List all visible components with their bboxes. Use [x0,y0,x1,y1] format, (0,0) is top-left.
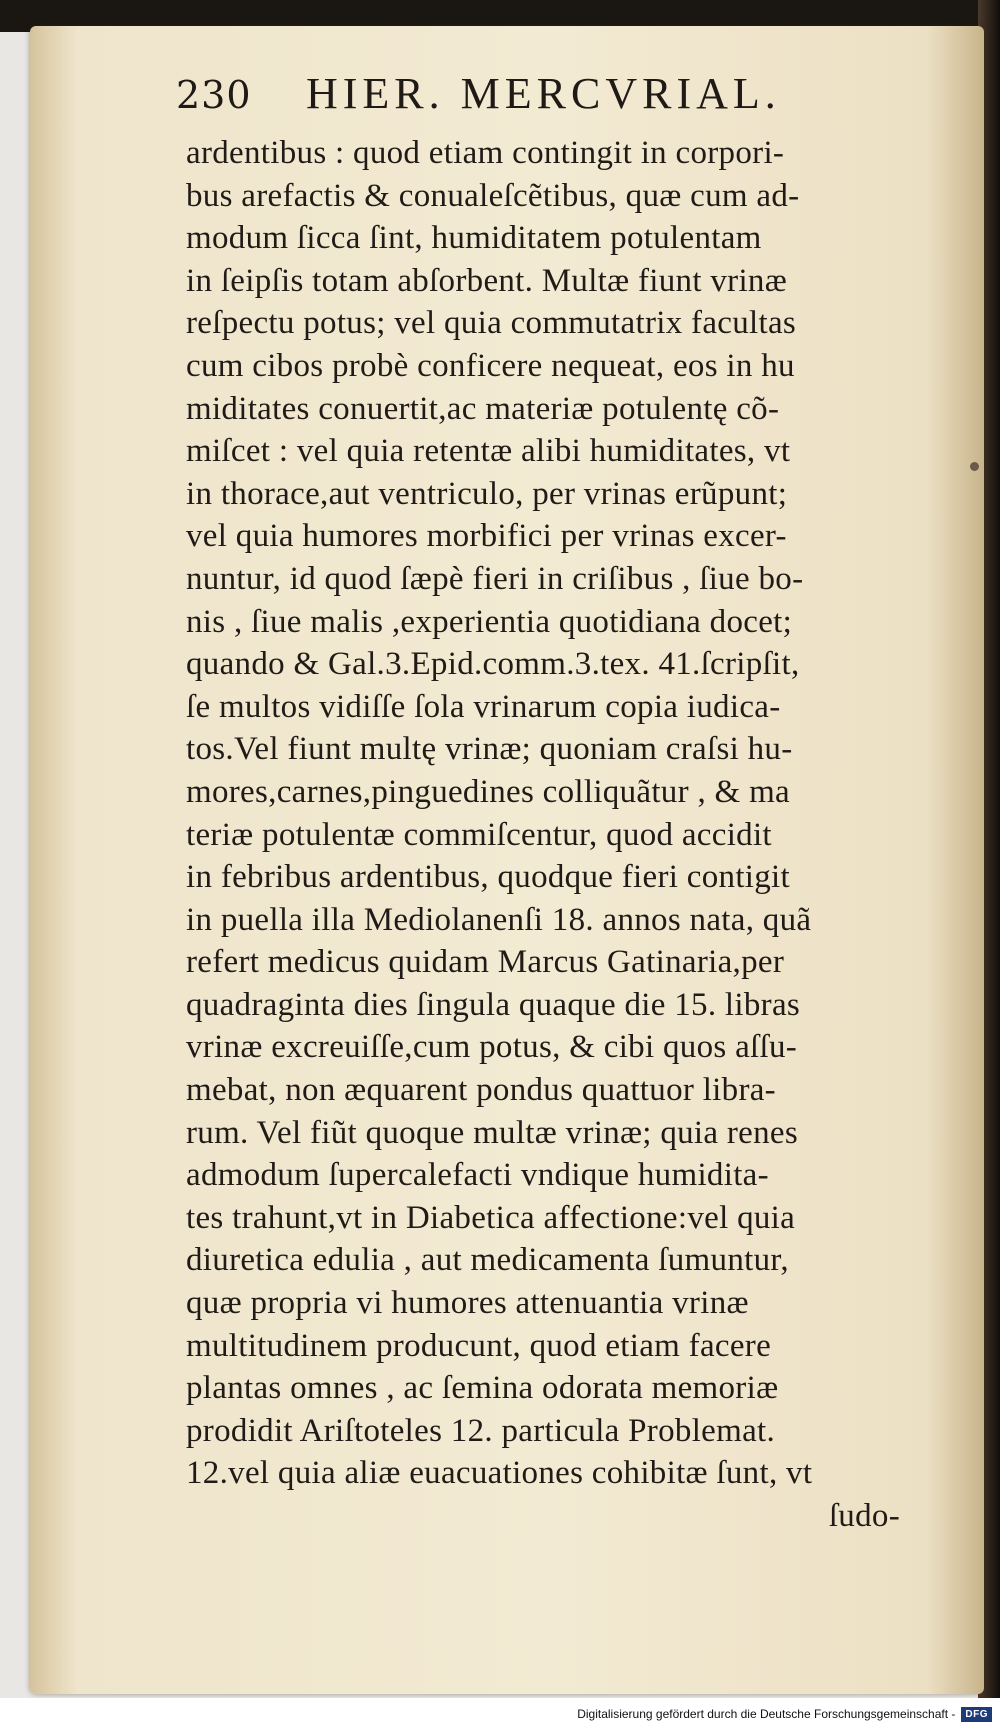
text-line: multitudinem producunt, quod etiam facere [186,1327,772,1364]
text-line: refert medicus quidam Marcus Gatinaria,per [186,944,785,981]
text-line: vrinæ excreuiſſe,cum potus, & cibi quos aſſu- [186,1029,798,1066]
text-line: quando & Gal.3.Epid.comm.3.tex. 41.ſcripſit, [186,646,800,683]
text-line: reſpectu potus; vel quia commutatrix facultas [186,305,797,342]
text-line: in ſeipſis totam abſorbent. Multæ fiunt vrinæ [186,262,788,299]
text-line: quadraginta dies ſingula quaque die 15. libras [186,986,801,1023]
text-line: mores,carnes,pinguedines colliquãtur , & ma [186,773,790,810]
text-line: quæ propria vi humores attenuantia vrinæ [186,1285,749,1322]
text-line: in febribus ardentibus, quodque fieri contigit [186,859,790,896]
catchword: ſudo- [828,1498,900,1534]
text-line: tes trahunt,vt in Diabetica affectione:vel quia [186,1199,796,1236]
text-line: bus arefactis & conualeſcẽtibus, quæ cum ad- [186,177,800,214]
text-line: miditates conuertit,ac materiæ potulentę cõ- [186,390,780,427]
running-head: HIER. MERCVRIAL. [306,69,781,118]
text-line: prodidit Ariſtoteles 12. particula Problemat. [186,1412,776,1449]
text-line: 12.vel quia aliæ euacuationes cohibitæ ſunt, vt [186,1455,813,1492]
page-header [176,68,876,134]
text-line: in thorace,aut ventriculo, per vrinas erũpunt; [186,475,788,512]
footer-credit: Digitalisierung gefördert durch die Deutsche Forschungsgemeinschaft - [577,1707,956,1721]
digitization-footer [0,1698,1000,1730]
text-line: diuretica edulia , aut medicamenta ſumuntur, [186,1242,789,1279]
text-line: tos.Vel fiunt multę vrinæ; quoniam craſsi hu- [186,731,793,768]
text-line: rum. Vel fiũt quoque multæ vrinæ; quia renes [186,1114,799,1151]
text-line: ardentibus : quod etiam contingit in corpori- [186,135,785,171]
margin-dot [970,462,979,471]
text-line: nuntur, id quod ſæpè fieri in criſibus , ſiue bo- [186,560,804,597]
text-line: mebat, non æquarent pondus quattuor libra- [186,1072,776,1109]
body-text [186,132,946,1538]
page-number: 230 [176,73,252,117]
text-line: teriæ potulentæ commiſcentur, quod accidit [186,816,772,853]
text-line: ſe multos vidiſſe ſola vrinarum copia iudica- [186,688,781,725]
text-line: miſcet : vel quia retentæ alibi humiditates, vt [186,433,791,470]
text-line: cum cibos probè conficere nequeat, eos in hu [186,347,795,384]
text-line: modum ſicca ſint, humiditatem potulentam [186,220,762,257]
text-line: admodum ſupercalefacti vndique humidita- [186,1157,769,1194]
text-line: in puella illa Mediolanenſi 18. annos nata, quã [186,901,812,938]
text-line: vel quia humores morbifici per vrinas excer- [186,518,787,555]
text-line: nis , ſiue malis ,experientia quotidiana docet; [186,603,793,640]
dfg-logo: DFG [961,1707,992,1722]
text-line: plantas omnes , ac ſemina odorata memoriæ [186,1370,779,1407]
